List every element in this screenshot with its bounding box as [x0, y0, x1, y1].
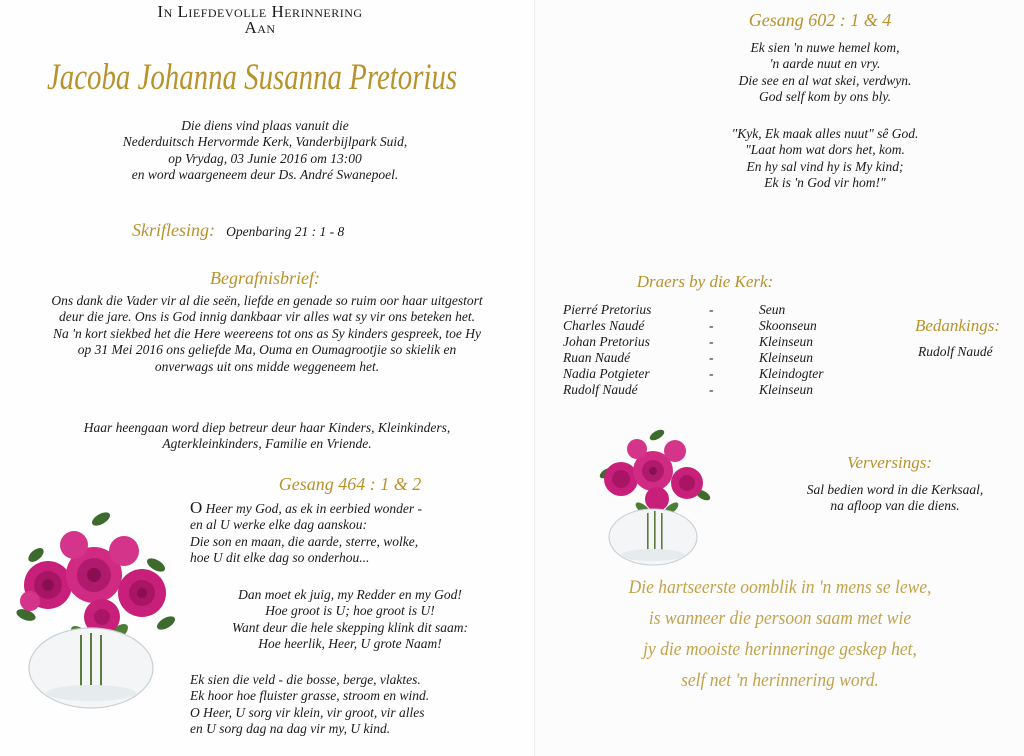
bearer-dash: -: [709, 302, 714, 317]
bearer-name: Johan Pretorius: [563, 334, 650, 349]
bearer-dash: -: [709, 350, 714, 365]
glass-vase: [609, 509, 697, 565]
refresh-heading: Verversings:: [847, 453, 932, 472]
roses: [20, 531, 166, 635]
bearers-table: [563, 302, 824, 398]
drop-cap: O: [190, 498, 203, 517]
bearer-name: Charles Naudé: [563, 318, 645, 333]
bearer-name: Nadia Potgieter: [563, 366, 650, 381]
hymn-line: "Kyk, Ek maak alles nuut" sê God.: [731, 126, 919, 141]
bearer-name: Pierré Pretorius: [563, 302, 652, 317]
hymn-602-verse-2: [675, 126, 975, 191]
bearer-name: Ruan Naudé: [563, 350, 631, 365]
hymn-464-chorus: [200, 587, 500, 652]
bearer-row: [563, 382, 824, 398]
hymn-line: Hoe heerlik, Heer, U grote Naam!: [258, 635, 442, 651]
memorial-quote: [555, 572, 1006, 696]
service-line: en word waargeneem deur Ds. André Swanepoel.: [131, 167, 399, 183]
bearers-list: [563, 302, 824, 398]
hymn-line-text: Heer my God, as ek in eerbied wonder -: [202, 501, 422, 516]
bearer-name: Rudolf Naudé: [563, 382, 638, 397]
refresh-line: na afloop van die diens.: [830, 498, 960, 514]
hymn-line: Die son en maan, die aarde, sterre, wolke,: [190, 533, 419, 549]
deceased-name: Jacoba Johanna Susanna Pretorius: [47, 57, 458, 98]
refresh-line: Sal bedien word in die Kerksaal,: [806, 482, 984, 497]
bearer-row: [563, 350, 824, 366]
right-page: [534, 0, 1024, 756]
bearer-row: [563, 318, 824, 334]
hymn-line: Ek sien 'n nuwe hemel kom,: [750, 40, 900, 55]
hymn-line: O Heer, U sorg vir klein, vir groot, vir alles: [190, 704, 425, 720]
hymn-line: "Laat hom wat dors het, kom.: [745, 142, 905, 158]
hymn-line: Want deur die hele skepping klink dit saam:: [231, 619, 469, 635]
hymn-line: en U sorg dag na dag vir my, U kind.: [190, 720, 391, 736]
hymn-line: Ek sien die veld - die bosse, berge, vlaktes.: [190, 672, 421, 687]
hymn-line: God self kom by ons bly.: [759, 88, 891, 104]
hymn-464-verse-2: [190, 672, 530, 737]
dedication-line-2: Aan: [244, 18, 276, 37]
bearer-dash: -: [709, 334, 714, 349]
quote-line: jy die mooiste herinneringe geskep het,: [643, 639, 917, 660]
hymn-464-heading: Gesang 464 : 1 & 2: [278, 474, 422, 494]
hymn-602-verse-1: [675, 40, 975, 105]
refresh-details: [775, 482, 1015, 515]
hymn-line: Ek hoor hoe fluister grasse, stroom en wind.: [190, 688, 430, 704]
bearer-relation: Kleindogter: [759, 366, 824, 381]
bearer-relation: Kleinseun: [759, 382, 813, 397]
letter-line: Na 'n kort siekbed het die Here weereens tot ons as Sy kinders gespreek, toe Hy: [52, 325, 482, 341]
bearer-row: [563, 366, 824, 382]
service-details: [40, 118, 490, 184]
hymn-line: Ek is 'n God vir hom!": [764, 174, 886, 190]
letter-line: deur die jare. Ons is God innig dankbaar vir alles wat sy vir ons beteken het.: [58, 309, 476, 325]
letter-line: onverwags uit ons midde weggeneem het.: [154, 358, 380, 374]
roses: [604, 439, 703, 511]
letter-heading: Begrafnisbrief:: [210, 268, 320, 288]
hymn-line: hoe U dit elke dag so onderhou...: [190, 549, 370, 565]
hymn-line: [190, 500, 530, 517]
letter-line: op 31 Mei 2016 ons geliefde Ma, Ouma en Oumagrootjie so skielik en: [77, 342, 457, 358]
bearer-row: [563, 334, 824, 350]
hymn-line: 'n aarde nuut en vry.: [769, 56, 881, 72]
bearer-relation: Kleinseun: [759, 334, 813, 349]
bearer-relation: Seun: [759, 302, 786, 317]
bearers-heading: Draers by die Kerk:: [636, 272, 774, 291]
hymn-line: En hy sal vind hy is My kind;: [746, 158, 904, 174]
bearer-relation: Skoonseun: [759, 318, 817, 333]
glass-vase: [29, 628, 153, 708]
scripture-reference: Openbaring 21 : 1 - 8: [226, 224, 345, 239]
scripture-label: Skriflesing:: [132, 220, 215, 240]
service-line: Die diens vind plaas vanuit die: [181, 118, 349, 133]
mourned-by: [0, 420, 534, 453]
letter-line: Ons dank die Vader vir al die seën, liefde en genade so ruim oor haar uitgestort: [51, 293, 483, 308]
scripture-reading: [132, 220, 344, 241]
rose-vase-icon: [593, 425, 717, 570]
mourned-line: Agterkleinkinders, Familie en Vriende.: [162, 436, 372, 452]
dedication-header: [110, 4, 410, 36]
quote-line: Die hartseerste oomblik in 'n mens se lewe,: [628, 577, 932, 598]
rose-vase-icon: [6, 505, 182, 710]
hymn-line: Die see en al wat skei, verdwyn.: [738, 72, 912, 88]
funeral-letter: [0, 293, 534, 375]
quote-line: is wanneer die persoon saam met wie: [648, 608, 912, 629]
bearer-dash: -: [709, 318, 714, 333]
quote-line: self net 'n herinnering word.: [681, 670, 879, 691]
dedication-line-1: In Liefdevolle Herinnering: [157, 2, 363, 21]
thanks-heading: Bedankings:: [915, 316, 1000, 335]
bearer-row: [563, 302, 824, 318]
service-line: Nederduitsch Hervormde Kerk, Vanderbijlpark Suid,: [122, 134, 408, 150]
thanks-name: Rudolf Naudé: [918, 344, 993, 359]
bearer-dash: -: [709, 366, 714, 381]
hymn-602-heading: Gesang 602 : 1 & 4: [748, 10, 892, 30]
bearer-dash: -: [709, 382, 714, 397]
service-line: op Vrydag, 03 Junie 2016 om 13:00: [168, 150, 362, 166]
mourned-line: Haar heengaan word diep betreur deur haar Kinders, Kleinkinders,: [83, 420, 451, 435]
hymn-line: Hoe groot is U; hoe groot is U!: [265, 603, 435, 619]
hymn-464-verse-1: [190, 500, 530, 566]
hymn-line: Dan moet ek juig, my Redder en my God!: [238, 587, 462, 602]
bearer-relation: Kleinseun: [759, 350, 813, 365]
hymn-line: en al U werke elke dag aanskou:: [190, 517, 367, 533]
